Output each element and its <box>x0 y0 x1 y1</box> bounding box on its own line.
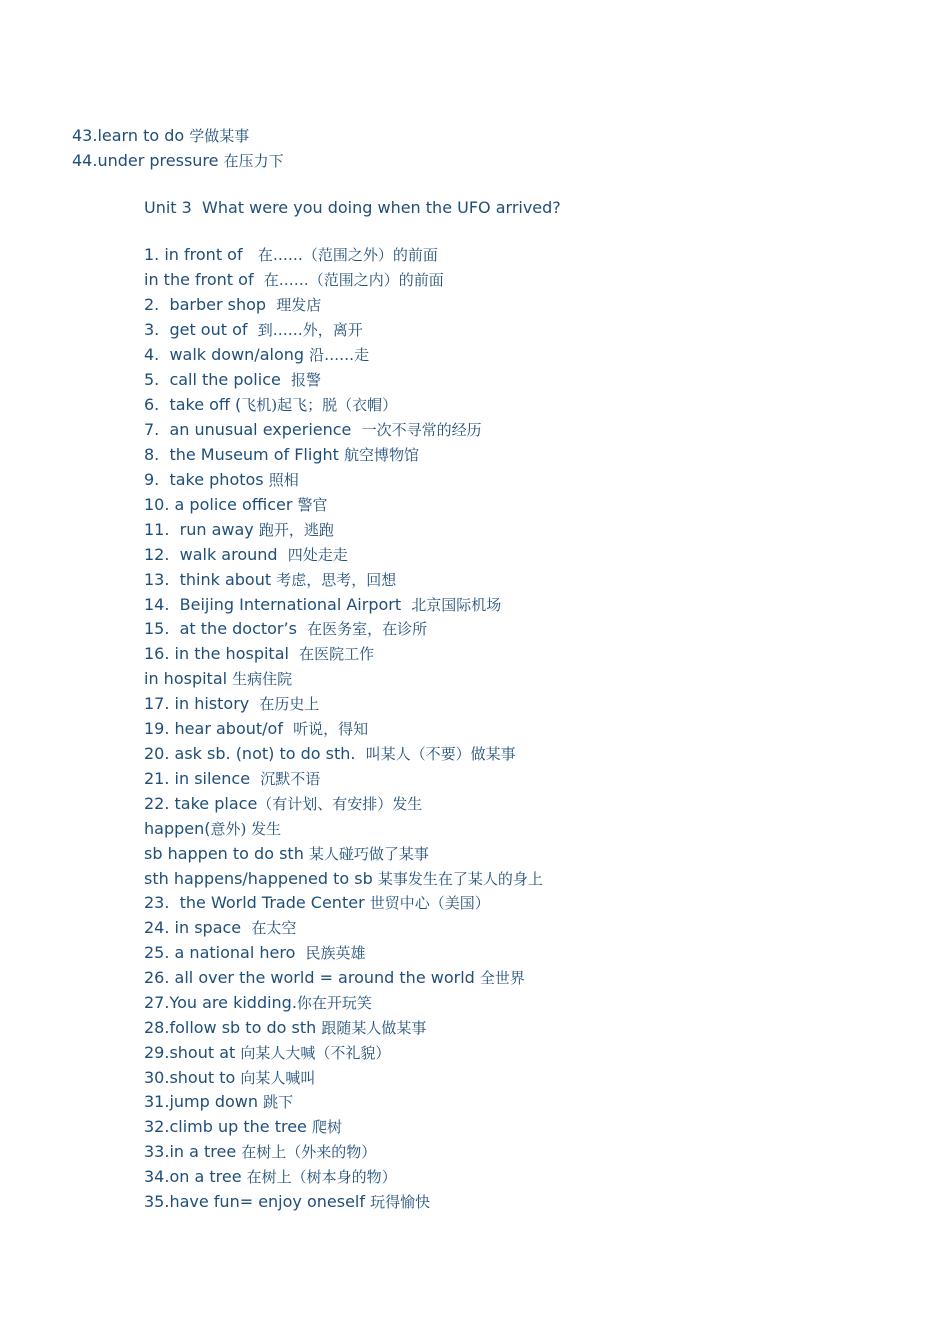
vocab-item <box>144 642 374 666</box>
vocab-english: happen( <box>144 819 211 838</box>
vocab-chinese: （有计划、有安排）发生 <box>257 795 423 813</box>
vocab-item <box>144 568 396 592</box>
vocab-item <box>144 742 516 766</box>
vocab-english: 9. take photos <box>144 470 269 489</box>
vocab-english: 15. at the doctor’s <box>144 619 308 638</box>
vocab-chinese: 某人碰巧做了某事 <box>308 845 429 863</box>
vocab-english: 12. walk around <box>144 545 288 564</box>
vocab-english: 22. take place <box>144 794 258 813</box>
vocab-chinese: 在……（范围之内）的前面 <box>263 271 444 289</box>
vocab-chinese: 航空博物馆 <box>343 446 419 464</box>
vocab-chinese: 四处走走 <box>287 546 348 564</box>
vocab-english: 17. in history <box>144 694 260 713</box>
vocab-item <box>144 717 368 741</box>
vocab-item <box>144 1090 293 1114</box>
vocab-english: 3. get out of <box>144 320 258 339</box>
vocab-item <box>144 941 366 965</box>
vocab-chinese: 到……外，离开 <box>257 321 363 339</box>
vocab-english: sb happen to do sth <box>144 844 309 863</box>
vocab-item <box>144 617 427 641</box>
vocab-chinese: 向某人大喊（不礼貌） <box>240 1044 391 1062</box>
vocab-english: 34.on a tree <box>144 1167 247 1186</box>
vocab-chinese: 在树上（外来的物） <box>241 1143 377 1161</box>
vocab-english: 30.shout to <box>144 1068 241 1087</box>
vocab-english: 20. ask sb. (not) to do sth. <box>144 744 366 763</box>
vocab-item <box>144 468 299 492</box>
vocab-english: 25. a national hero <box>144 943 306 962</box>
vocab-english: 8. the Museum of Flight <box>144 445 344 464</box>
vocab-item <box>72 124 249 148</box>
vocab-item <box>144 1016 426 1040</box>
vocab-chinese: 在历史上 <box>259 695 320 713</box>
vocab-english: 27.You are kidding. <box>144 993 297 1012</box>
vocab-item <box>144 692 319 716</box>
vocab-chinese: 生病住院 <box>232 670 293 688</box>
vocab-item <box>144 1041 390 1065</box>
vocab-item <box>144 493 328 517</box>
vocab-item <box>144 1115 342 1139</box>
vocab-item <box>144 1066 315 1090</box>
vocab-item <box>144 443 419 467</box>
vocab-english: 24. in space <box>144 918 252 937</box>
vocab-chinese: 跳下 <box>263 1093 294 1111</box>
unit-title: Unit 3 What were you doing when the UFO arrived? <box>144 198 561 217</box>
vocab-item <box>144 891 490 915</box>
vocab-chinese: 你在开玩笑 <box>296 994 372 1012</box>
vocab-english: 13. think about <box>144 570 277 589</box>
vocab-english: 44.under pressure <box>72 151 224 170</box>
vocab-chinese: 叫某人（不要）做某事 <box>365 745 516 763</box>
vocab-chinese: 北京国际机场 <box>411 596 502 614</box>
vocab-chinese: 世贸中心（美国） <box>369 894 490 912</box>
vocab-chinese: 照相 <box>268 471 299 489</box>
vocab-english: in hospital <box>144 669 233 688</box>
vocab-item <box>144 318 363 342</box>
vocab-item <box>144 1165 397 1189</box>
vocab-chinese: 某事发生在了某人的身上 <box>377 870 543 888</box>
vocab-chinese: 民族英雄 <box>305 944 366 962</box>
vocab-english: 31.jump down <box>144 1092 264 1111</box>
vocab-chinese: 向某人喊叫 <box>240 1069 316 1087</box>
vocab-chinese: 在树上（树本身的物） <box>246 1168 397 1186</box>
vocab-english: sth happens/happened to sb <box>144 869 378 888</box>
vocab-english: 43.learn to do <box>72 126 190 145</box>
vocab-item <box>144 1190 430 1214</box>
vocab-item <box>144 767 320 791</box>
vocab-item <box>144 1140 376 1164</box>
vocab-chinese: 飞机)起飞；脱（衣帽） <box>241 396 398 414</box>
vocab-item <box>144 418 482 442</box>
vocab-chinese: 意外) 发生 <box>210 820 282 838</box>
vocab-chinese: 听说，得知 <box>293 720 369 738</box>
vocab-english: 5. call the police <box>144 370 292 389</box>
vocab-chinese: 沉默不语 <box>260 770 321 788</box>
vocab-chinese: 考虑，思考，回想 <box>276 571 397 589</box>
vocab-chinese: 在医务室，在诊所 <box>307 620 428 638</box>
vocab-chinese: 报警 <box>291 371 322 389</box>
vocab-item <box>144 667 292 691</box>
vocab-item <box>144 243 438 267</box>
vocab-chinese: 在太空 <box>251 919 297 937</box>
vocab-english: 16. in the hospital <box>144 644 300 663</box>
vocab-english: 28.follow sb to do sth <box>144 1018 322 1037</box>
vocab-chinese: 全世界 <box>479 969 525 987</box>
vocab-chinese: 在压力下 <box>223 152 284 170</box>
vocab-english: 21. in silence <box>144 769 261 788</box>
vocab-item <box>144 867 543 891</box>
vocab-item <box>144 966 525 990</box>
vocab-english: 26. all over the world = around the world <box>144 968 480 987</box>
vocab-chinese: 玩得愉快 <box>370 1193 431 1211</box>
vocab-item <box>144 393 397 417</box>
vocab-item <box>72 149 284 173</box>
vocab-item <box>144 792 422 816</box>
vocab-chinese: 一次不寻常的经历 <box>361 421 482 439</box>
vocab-item <box>144 368 321 392</box>
vocab-english: 7. an unusual experience <box>144 420 362 439</box>
vocab-item <box>144 991 372 1015</box>
vocab-item <box>144 817 281 841</box>
vocab-english: 10. a police officer <box>144 495 298 514</box>
vocab-item <box>144 518 334 542</box>
vocab-item <box>144 593 501 617</box>
vocab-item <box>144 916 296 940</box>
vocab-english: 32.climb up the tree <box>144 1117 312 1136</box>
vocab-chinese: 警官 <box>297 496 328 514</box>
vocab-item <box>144 343 369 367</box>
vocab-english: 6. take off ( <box>144 395 242 414</box>
vocab-english: 2. barber shop <box>144 295 277 314</box>
vocab-chinese: 跑开，逃跑 <box>258 521 334 539</box>
vocab-item <box>144 842 429 866</box>
vocab-english: 29.shout at <box>144 1043 241 1062</box>
vocab-english: 23. the World Trade Center <box>144 893 370 912</box>
vocab-chinese: 爬树 <box>311 1118 342 1136</box>
vocab-english: 35.have fun= enjoy oneself <box>144 1192 371 1211</box>
vocab-english: 33.in a tree <box>144 1142 242 1161</box>
vocab-english: 4. walk down/along <box>144 345 310 364</box>
vocab-english: 14. Beijing International Airport <box>144 595 412 614</box>
vocab-chinese: 学做某事 <box>189 127 250 145</box>
vocab-english: 11. run away <box>144 520 259 539</box>
vocab-item <box>144 268 444 292</box>
vocab-chinese: 跟随某人做某事 <box>321 1019 427 1037</box>
vocab-chinese: 在……（范围之外）的前面 <box>257 246 438 264</box>
vocab-english: in the front of <box>144 270 264 289</box>
vocab-item <box>144 293 321 317</box>
vocab-english: 1. in front of <box>144 245 258 264</box>
vocab-chinese: 在医院工作 <box>299 645 375 663</box>
vocab-item <box>144 543 348 567</box>
vocab-english: 19. hear about/of <box>144 719 294 738</box>
vocab-chinese: 沿……走 <box>309 346 370 364</box>
vocab-chinese: 理发店 <box>276 296 322 314</box>
